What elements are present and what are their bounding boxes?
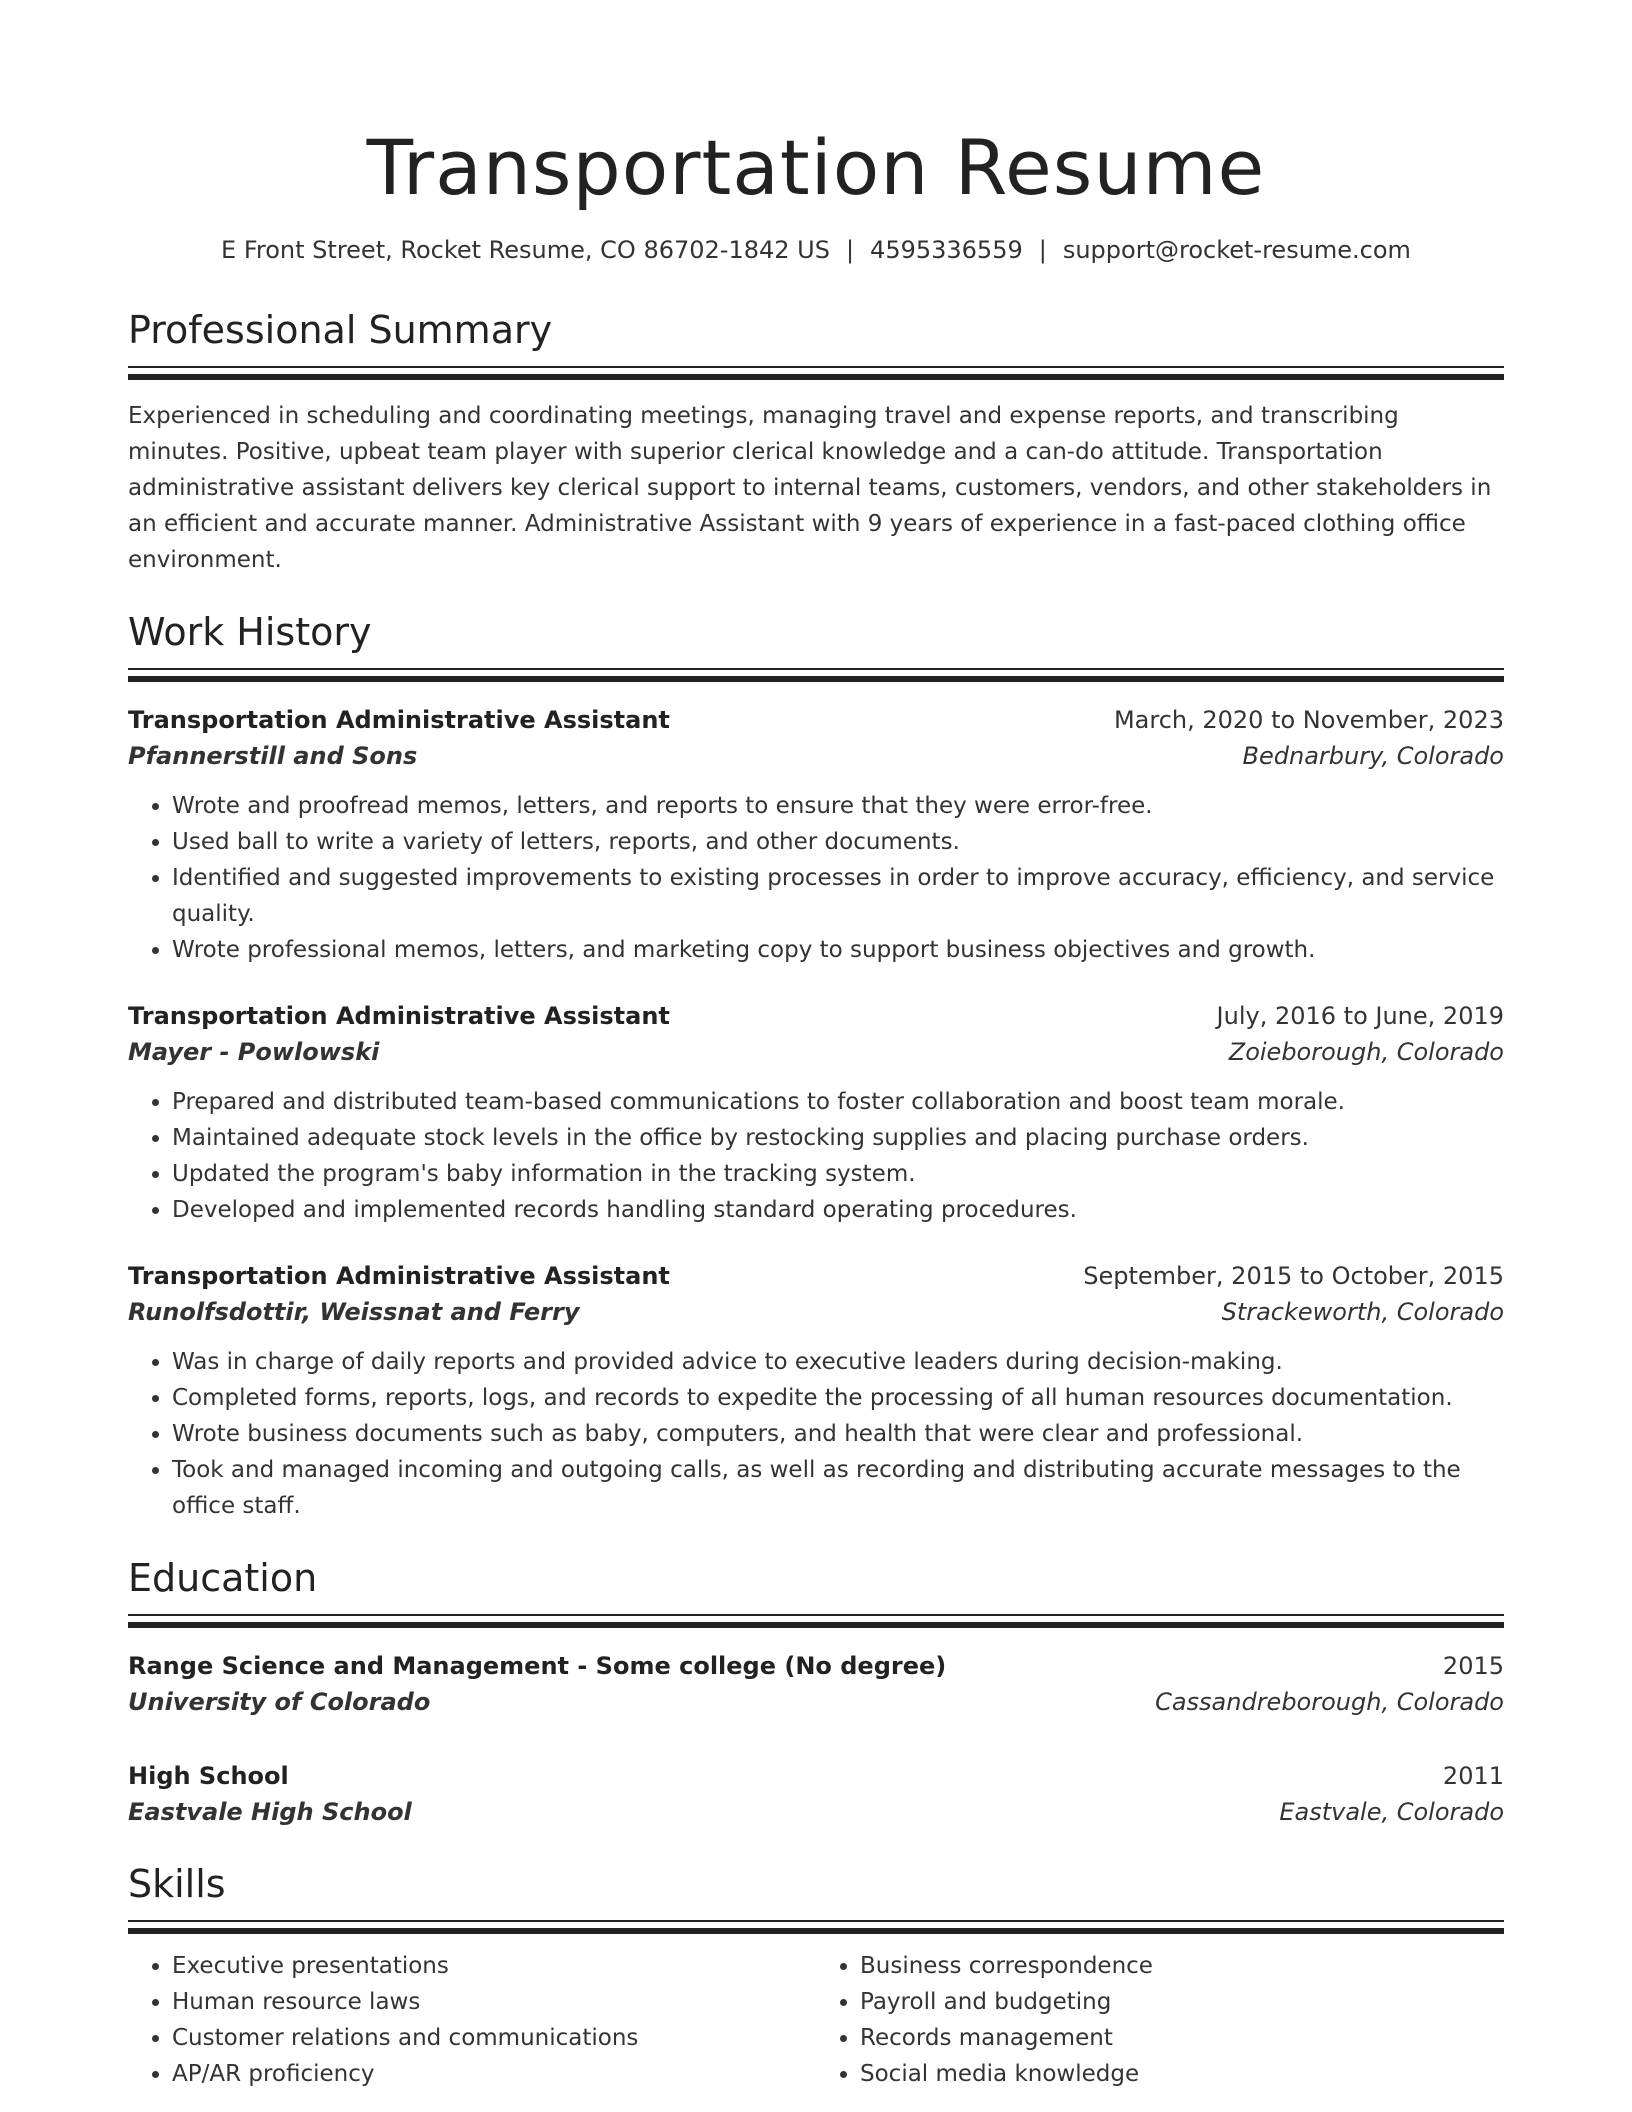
list-item: • Updated the program's baby information in the tracking system. (172, 1156, 1504, 1192)
skills-list-left (128, 1948, 812, 2092)
job-entry (128, 702, 1504, 968)
skills-section (128, 1860, 1504, 2092)
list-item: • Business correspondence (860, 1948, 1500, 1984)
education-entry (128, 1648, 1504, 1720)
list-item: • Wrote business documents such as baby, computers, and health that were clear and professional. (172, 1416, 1504, 1452)
list-item: • Payroll and budgeting (860, 1984, 1500, 2020)
job-location: Zoieborough, Colorado (1228, 1038, 1504, 1066)
education-location: Eastvale, Colorado (1279, 1798, 1504, 1826)
education-year: 2015 (1442, 1652, 1504, 1680)
skills-columns (128, 1948, 1504, 2092)
job-bullets (128, 788, 1504, 968)
list-item: • Was in charge of daily reports and provided advice to executive leaders during decision-making. (172, 1344, 1504, 1380)
education-location: Cassandreborough, Colorado (1155, 1688, 1504, 1716)
job-title: Transportation Administrative Assistant (128, 1262, 670, 1290)
education-degree: Range Science and Management - Some college (No degree) (128, 1652, 947, 1680)
list-item: • Customer relations and communications (172, 2020, 812, 2056)
list-item: • Identified and suggested improvements to existing processes in order to improve accuracy, efficiency, and service quality. (172, 860, 1504, 932)
list-item: • Maintained adequate stock levels in the office by restocking supplies and placing purchase orders. (172, 1120, 1504, 1156)
job-location: Bednarbury, Colorado (1242, 742, 1504, 770)
list-item: • Used ball to write a variety of letters, reports, and other documents. (172, 824, 1504, 860)
contact-separator: | (845, 236, 855, 264)
section-heading-skills: Skills (128, 1862, 226, 1906)
job-dates: September, 2015 to October, 2015 (1083, 1262, 1504, 1290)
list-item: • Developed and implemented records handling standard operating procedures. (172, 1192, 1504, 1228)
job-dates: July, 2016 to June, 2019 (1216, 1002, 1504, 1030)
section-divider (128, 1614, 1504, 1628)
list-item: • Human resource laws (172, 1984, 812, 2020)
summary-section (128, 306, 1504, 578)
list-item: • Social media knowledge (860, 2056, 1500, 2092)
contact-separator: | (1038, 236, 1047, 264)
job-title: Transportation Administrative Assistant (128, 1002, 670, 1030)
education-degree: High School (128, 1762, 289, 1790)
education-school: University of Colorado (128, 1688, 431, 1716)
list-item: • Prepared and distributed team-based communications to foster collaboration and boost team morale. (172, 1084, 1504, 1120)
job-dates: March, 2020 to November, 2023 (1113, 706, 1504, 734)
resume-name: Transportation Resume (366, 123, 1266, 212)
job-entry (128, 1258, 1504, 1524)
job-company: Mayer - Powlowski (128, 1038, 380, 1066)
job-bullets (128, 1084, 1504, 1228)
list-item: • Records management (860, 2020, 1500, 2056)
job-company: Runolfsdottir, Weissnat and Ferry (128, 1298, 580, 1326)
section-heading-work: Work History (128, 610, 372, 654)
list-item: • Wrote professional memos, letters, and marketing copy to support business objectives and growth. (172, 932, 1504, 968)
skills-list-right (812, 1948, 1500, 2092)
list-item: • Executive presentations (172, 1948, 812, 1984)
education-year: 2011 (1442, 1762, 1504, 1790)
job-company: Pfannerstill and Sons (128, 742, 418, 770)
contact-line (128, 234, 1504, 266)
section-divider (128, 668, 1504, 682)
education-school: Eastvale High School (128, 1798, 412, 1826)
section-heading-education: Education (128, 1556, 318, 1600)
job-title: Transportation Administrative Assistant (128, 706, 670, 734)
section-divider (128, 1920, 1504, 1934)
contact-phone: 4595336559 (870, 236, 1023, 264)
contact-email: support@rocket-resume.com (1062, 236, 1411, 264)
work-section (128, 608, 1504, 1524)
summary-text: Experienced in scheduling and coordinating meetings, managing travel and expense reports, and transcribing minutes. Positive, upbeat team player with superior clerical knowledge and a can-do attitude. Transportation administrative assistant delivers key clerical support to internal teams, customers, vendors, and other stakeholders in an efficient and accurate manner. Administrative Assistant with 9 years of experience in a fast-paced clothing office environment. (128, 403, 1492, 573)
list-item: • Took and managed incoming and outgoing calls, as well as recording and distributing accurate messages to the office staff. (172, 1452, 1504, 1524)
education-section (128, 1554, 1504, 1830)
education-entry (128, 1758, 1504, 1830)
section-divider (128, 366, 1504, 380)
resume-page (128, 0, 1504, 2092)
job-entry (128, 998, 1504, 1228)
job-bullets (128, 1344, 1504, 1524)
list-item: • Completed forms, reports, logs, and records to expedite the processing of all human resources documentation. (172, 1380, 1504, 1416)
section-heading-summary: Professional Summary (128, 308, 553, 352)
list-item: • AP/AR proficiency (172, 2056, 812, 2092)
contact-address: E Front Street, Rocket Resume, CO 86702-1842 US (221, 236, 830, 264)
list-item: • Wrote and proofread memos, letters, and reports to ensure that they were error-free. (172, 788, 1504, 824)
job-location: Strackeworth, Colorado (1221, 1298, 1504, 1326)
